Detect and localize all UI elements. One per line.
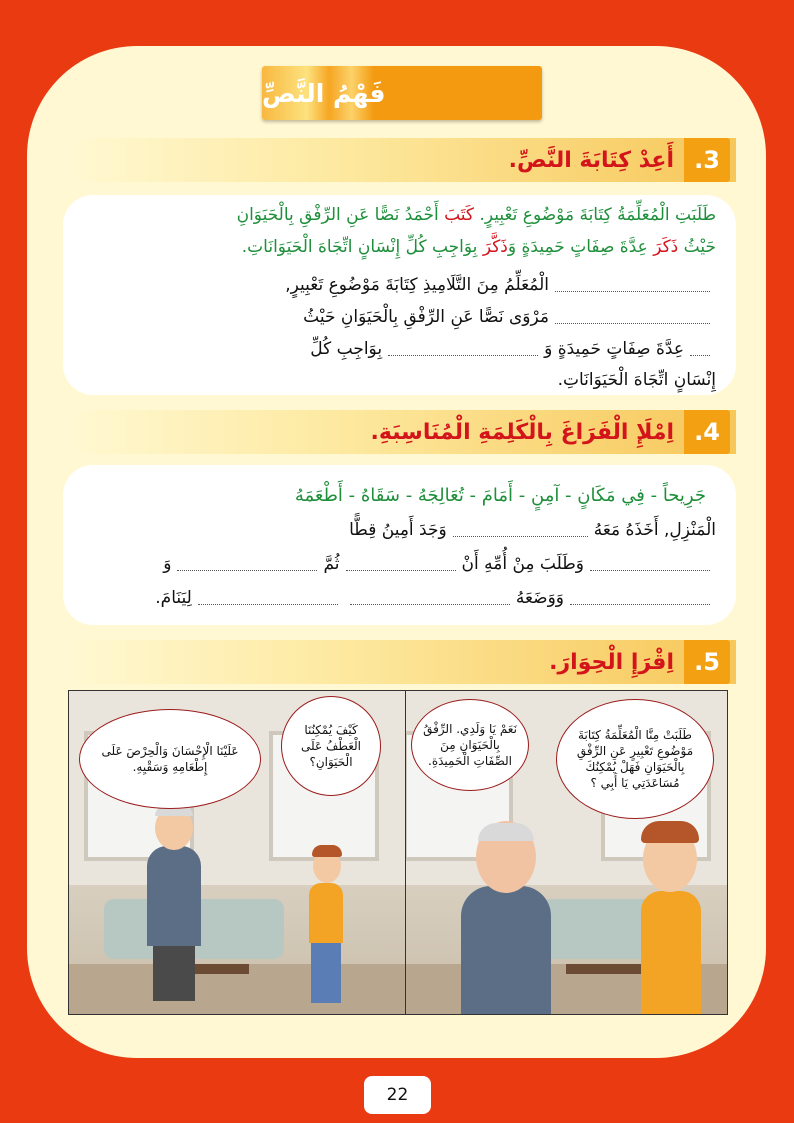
father-figure bbox=[139, 806, 209, 1006]
section-3-number: 3. bbox=[684, 138, 730, 182]
blank-field[interactable] bbox=[350, 591, 510, 605]
section-5-header bbox=[70, 640, 736, 684]
blank-field[interactable] bbox=[590, 557, 710, 571]
boy-speech-bubble: كَيْفَ يُمْكِنُنَا الْعَطْفُ عَلَى الْحَيَوَانِ؟ bbox=[281, 696, 381, 796]
fill-text: وَطَلَبَ مِنْ أُمِّهِ أَنْ bbox=[461, 554, 584, 574]
fill-text: لِيَنَامَ. bbox=[155, 588, 192, 608]
highlighted-verb: كَتَبَ bbox=[444, 205, 475, 225]
source-text-fragment: أَحْمَدُ نَصًّا عَنِ الرِّفْقِ بِالْحَيَوَانِ bbox=[236, 205, 445, 225]
blank-field[interactable] bbox=[346, 557, 456, 571]
father-figure bbox=[446, 821, 566, 1015]
fill-line-2 bbox=[163, 554, 716, 574]
source-text-line-1 bbox=[237, 205, 716, 225]
fill-text: وَجَدَ أَمِينُ قِطًّا bbox=[349, 520, 447, 540]
blank-field[interactable] bbox=[388, 342, 538, 356]
comic-panel-left bbox=[68, 690, 406, 1015]
source-text-fragment: حَيْثُ bbox=[678, 237, 716, 257]
fill-text: وَوَضَعَهُ bbox=[515, 588, 564, 608]
rewrite-line-2 bbox=[303, 307, 716, 327]
blank-field[interactable] bbox=[570, 591, 710, 605]
section-3-title: أَعِدْ كِتَابَةَ النَّصِّ. bbox=[508, 147, 674, 173]
blank-field[interactable] bbox=[177, 557, 317, 571]
exercise-3-box bbox=[63, 195, 736, 395]
page-number: 22 bbox=[364, 1076, 431, 1114]
fill-text: ثُمَّ bbox=[323, 554, 340, 574]
rewrite-text: إِنْسَانٍ اتِّجَاهَ الْحَيَوَانَاتِ. bbox=[557, 370, 716, 390]
section-4-title: اِمْلَإِ الْفَرَاغَ بِالْكَلِمَةِ الْمُنَاسِبَةِ. bbox=[370, 419, 674, 445]
blank-field[interactable] bbox=[198, 591, 338, 605]
page-title: فَهْمُ النَّصِّ bbox=[262, 78, 386, 108]
fill-line-1 bbox=[349, 520, 716, 540]
boy-figure bbox=[631, 821, 711, 1015]
source-text-fragment: بِوَاجِبِ كُلِّ إِنْسَانٍ اتِّجَاهَ الْحَيَوَانَاتِ. bbox=[241, 237, 483, 257]
blank-field[interactable] bbox=[555, 278, 710, 292]
rewrite-text: مَرْوَى نَصًّا عَنِ الرِّفْقِ بِالْحَيَوَانِ حَيْثُ bbox=[303, 307, 549, 327]
fill-text: وَ bbox=[163, 554, 172, 574]
blank-field[interactable] bbox=[453, 523, 588, 537]
section-5-number: 5. bbox=[684, 640, 730, 684]
blank-field[interactable] bbox=[555, 310, 710, 324]
boy-speech-bubble: طَلَبَتْ مِنَّا الْمُعَلِّمَةُ كِتَابَةَ مَوْضُوعِ تَعْبِيرٍ عَنِ الرِّفْقِ بِالْحَيَوَانِ فَهَلْ يُمْكِنُكَ مُسَاعَدَتِي يَا أَبِي ؟ bbox=[556, 699, 714, 819]
comic-panel-right bbox=[390, 690, 728, 1015]
blank-field[interactable] bbox=[690, 342, 710, 356]
source-text-fragment: عِدَّةَ صِفَاتٍ حَمِيدَةٍ وَ bbox=[507, 237, 654, 257]
word-bank: جَرِيحاً - فِي مَكَانٍ - آمِنٍ - أَمَامَ - تُعَالِجَهُ - سَقَاهُ - أَطْعَمَهُ bbox=[294, 485, 706, 506]
rewrite-line-4 bbox=[558, 370, 716, 390]
source-text-fragment: طَلَبَتِ الْمُعَلِّمَةُ كِتَابَةَ مَوْضُوعِ تَعْبِيرٍ. bbox=[474, 205, 716, 225]
boy-figure bbox=[301, 841, 351, 1011]
rewrite-text: الْمُعَلِّمُ مِنَ التَّلَامِيذِ كِتَابَةَ مَوْضُوعِ تَعْبِيرٍ, bbox=[285, 275, 549, 295]
rewrite-text: عِدَّةَ صِفَاتٍ حَمِيدَةٍ وَ bbox=[544, 339, 684, 359]
section-3-header bbox=[70, 138, 736, 182]
section-4-number: 4. bbox=[684, 410, 730, 454]
source-text-line-2 bbox=[242, 237, 716, 257]
highlighted-verb: ذَكَّرَ bbox=[482, 237, 508, 257]
fill-text: الْمَنْزِلِ, أَخَذَهُ مَعَهُ bbox=[593, 520, 716, 540]
father-speech-bubble: عَلَيْنَا الْإِحْسَانَ وَالْحِرْصَ عَلَى إِطْعَامِهِ وَسَقْيِهِ. bbox=[79, 709, 261, 809]
highlighted-verb: ذَكَرَ bbox=[653, 237, 679, 257]
exercise-4-box bbox=[63, 465, 736, 625]
section-4-header bbox=[70, 410, 736, 454]
fill-line-3 bbox=[155, 588, 716, 608]
father-speech-bubble: نَعَمْ يَا وَلَدِي. الرِّفْقُ بِالْحَيَوَانِ مِنَ الصِّفَاتِ الْحَمِيدَةِ. bbox=[411, 699, 529, 791]
rewrite-text: بِوَاجِبِ كُلِّ bbox=[310, 339, 383, 359]
rewrite-line-3 bbox=[310, 339, 716, 359]
section-5-title: اِقْرَإِ الْحِوَارَ. bbox=[549, 649, 674, 675]
page-title-banner bbox=[262, 66, 542, 120]
rewrite-line-1 bbox=[285, 275, 716, 295]
